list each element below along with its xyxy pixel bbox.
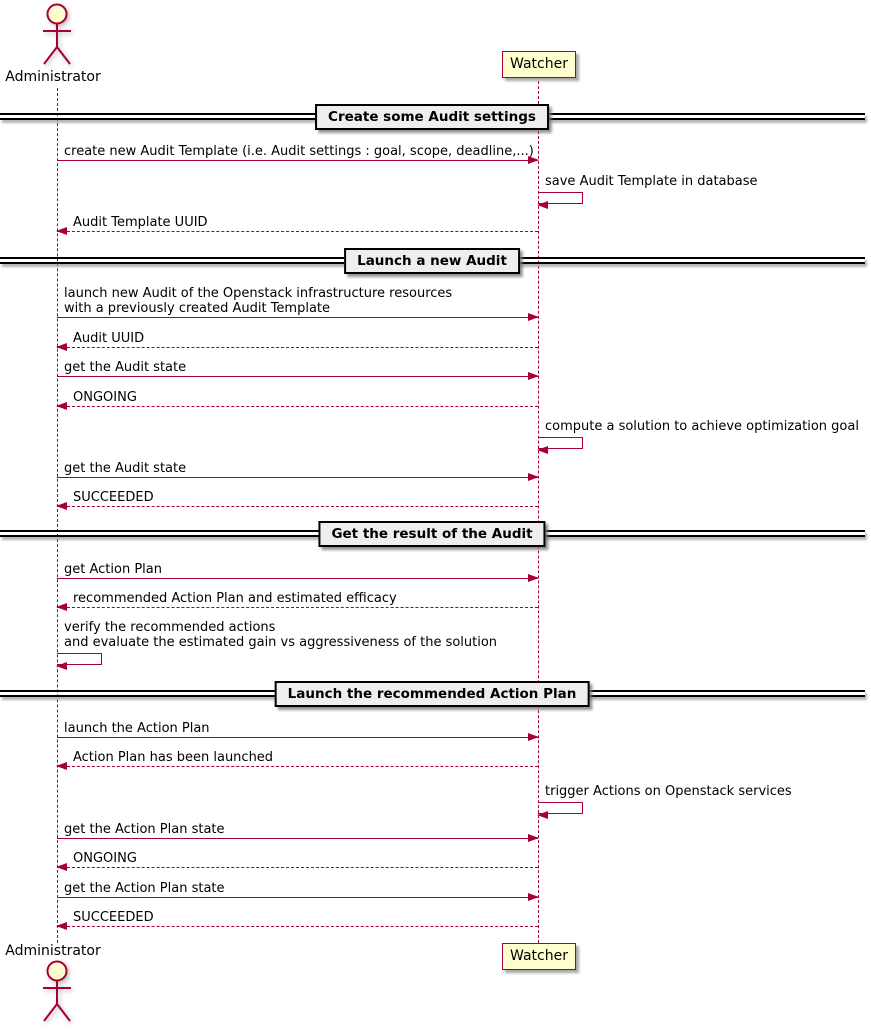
actor-label-administrator: Administrator bbox=[5, 69, 101, 85]
self-message-label: save Audit Template in database bbox=[545, 174, 758, 189]
message-arrow bbox=[57, 926, 538, 927]
message-label: launch the Action Plan bbox=[64, 721, 210, 736]
message-label: ONGOING bbox=[73, 851, 137, 866]
participant-box-watcher: Watcher bbox=[502, 51, 576, 78]
actor-icon bbox=[37, 958, 77, 1024]
message-label: get Action Plan bbox=[64, 562, 162, 577]
message-label: get the Action Plan state bbox=[64, 822, 225, 837]
message-label: get the Audit state bbox=[64, 461, 187, 476]
message-label: Action Plan has been launched bbox=[73, 750, 274, 765]
section-divider: Launch a new Audit bbox=[344, 248, 520, 274]
actor-label-administrator: Administrator bbox=[5, 943, 101, 959]
self-message-loop bbox=[538, 192, 583, 204]
section-divider: Create some Audit settings bbox=[315, 104, 549, 130]
message-label: ONGOING bbox=[73, 390, 137, 405]
participant-box-watcher: Watcher bbox=[502, 943, 576, 970]
message-label: launch new Audit of the Openstack infrastructure resources with a previously created Audit Template bbox=[64, 286, 453, 316]
message-label: Audit Template UUID bbox=[73, 215, 208, 230]
message-label: get the Action Plan state bbox=[64, 881, 225, 896]
message-label: create new Audit Template (i.e. Audit settings : goal, scope, deadline,...) bbox=[64, 144, 534, 159]
message-label: get the Audit state bbox=[64, 360, 187, 375]
arrowhead-icon bbox=[537, 201, 548, 209]
self-message-label: trigger Actions on Openstack services bbox=[545, 784, 792, 799]
self-message-label: verify the recommended actions and evaluate the estimated gain vs aggressiveness of the solution bbox=[64, 620, 498, 650]
message-row bbox=[57, 0, 538, 1030]
message-label: Audit UUID bbox=[73, 331, 145, 346]
self-message-label: compute a solution to achieve optimization goal bbox=[545, 419, 859, 434]
arrowhead-icon bbox=[537, 446, 548, 454]
self-message-loop bbox=[538, 437, 583, 449]
message-label: SUCCEEDED bbox=[73, 490, 154, 505]
section-divider: Launch the recommended Action Plan bbox=[275, 681, 590, 707]
self-message-loop bbox=[538, 802, 583, 814]
arrowhead-icon bbox=[537, 811, 548, 819]
message-label: SUCCEEDED bbox=[73, 910, 154, 925]
section-divider: Get the result of the Audit bbox=[318, 521, 545, 547]
arrowhead-icon bbox=[56, 922, 67, 930]
message-label: recommended Action Plan and estimated efficacy bbox=[73, 591, 397, 606]
